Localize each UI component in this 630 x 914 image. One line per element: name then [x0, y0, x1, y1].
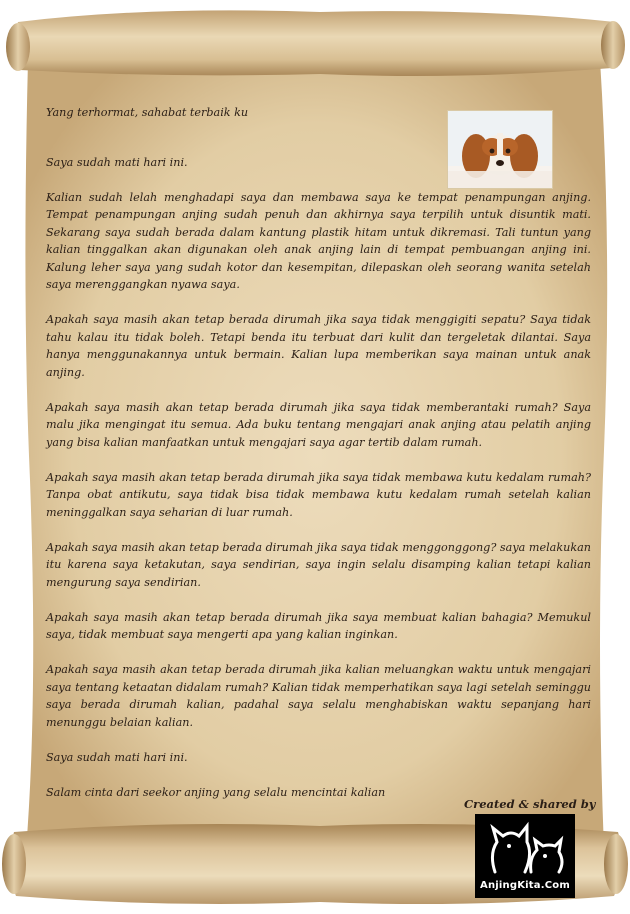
- anjingkita-logo[interactable]: [475, 814, 575, 898]
- letter-paragraph: Apakah saya masih akan tetap berada dirumah jika saya tidak membawa kutu kedalam rumah? Tanpa obat antikutu, saya tidak bisa tidak membawa kutu kedalam rumah setelah kalian meninggalkan saya seharian di luar rumah.: [46, 470, 591, 519]
- dog-cat-silhouette-icon: [475, 814, 575, 880]
- logo-text: AnjingKita.Com: [480, 880, 570, 891]
- scroll-top-roll: [13, 10, 619, 76]
- letter-paragraph: Apakah saya masih akan tetap berada dirumah jika saya tidak memberantaki rumah? Saya malu jika mengingat itu semua. Ada buku tentang mengajari anak anjing atau pelatih anjing yang bisa kalian manfaatkan untuk mengajari saya agar tertib dalam rumah.: [46, 400, 591, 449]
- letter-paragraph: Apakah saya masih akan tetap berada dirumah jika saya tidak menggonggong? saya melakukan itu karena saya ketakutan, saya sendirian, saya ingin selalu disamping kalian tetapi kalian mengurung saya sendirian.: [46, 540, 591, 589]
- scroll-top-left-curl: [6, 23, 30, 71]
- letter-paragraph: Apakah saya masih akan tetap berada dirumah jika kalian meluangkan waktu untuk mengajari saya tentang ketaatan didalam rumah? Kalian tidak memperhatikan saya lagi setelah seminggu saya berada dirumah kalian, padahal saya selalu menghabiskan waktu sepanjang hari menunggu belaian kalian.: [46, 663, 591, 729]
- letter-paragraph: Kalian sudah lelah menghadapi saya dan membawa saya ke tempat penampungan anjing. Tempat penampungan anjing sudah penuh dan akhirnya saya terpilih untuk disuntik mati. Sekarang saya sudah berada dalam kantung plastik hitam untuk dikremasi. Tali tuntun yang kalian tinggalkan akan digunakan oleh anak anjing lain di tempat pembuangan anjing ini. Kalung leher saya yang sudah kotor dan kesempitan, dilepaskan oleh seorang wanita setelah saya merenggangkan nyawa saya.: [46, 190, 591, 291]
- scroll-top-right-curl: [601, 21, 625, 69]
- letter-paragraph: Saya sudah mati hari ini.: [46, 750, 188, 764]
- letter-body: [46, 104, 591, 819]
- letter-greeting: Yang terhormat, sahabat terbaik ku: [46, 106, 249, 119]
- letter-paragraph: Apakah saya masih akan tetap berada dirumah jika saya tidak menggigiti sepatu? Saya tidak tahu kalau itu tidak boleh. Tetapi benda itu terbuat dari kulit dan tergeletak dilantai. Saya hanya menggunakannya untuk bermain. Kalian lupa memberikan saya mainan untuk anak anjing.: [46, 313, 591, 379]
- credit-text: Created & shared by: [464, 797, 596, 811]
- letter-paragraph: Saya sudah mati hari ini.: [46, 155, 188, 169]
- scroll-bottom-left-curl: [2, 834, 26, 894]
- scroll-bottom-right-curl: [604, 834, 628, 894]
- letter-closing: Salam cinta dari seekor anjing yang selalu mencintai kalian: [46, 785, 386, 799]
- letter-paragraph: Apakah saya masih akan tetap berada dirumah jika saya membuat kalian bahagia? Memukul saya, tidak membuat saya mengerti apa yang kalian inginkan.: [46, 610, 591, 641]
